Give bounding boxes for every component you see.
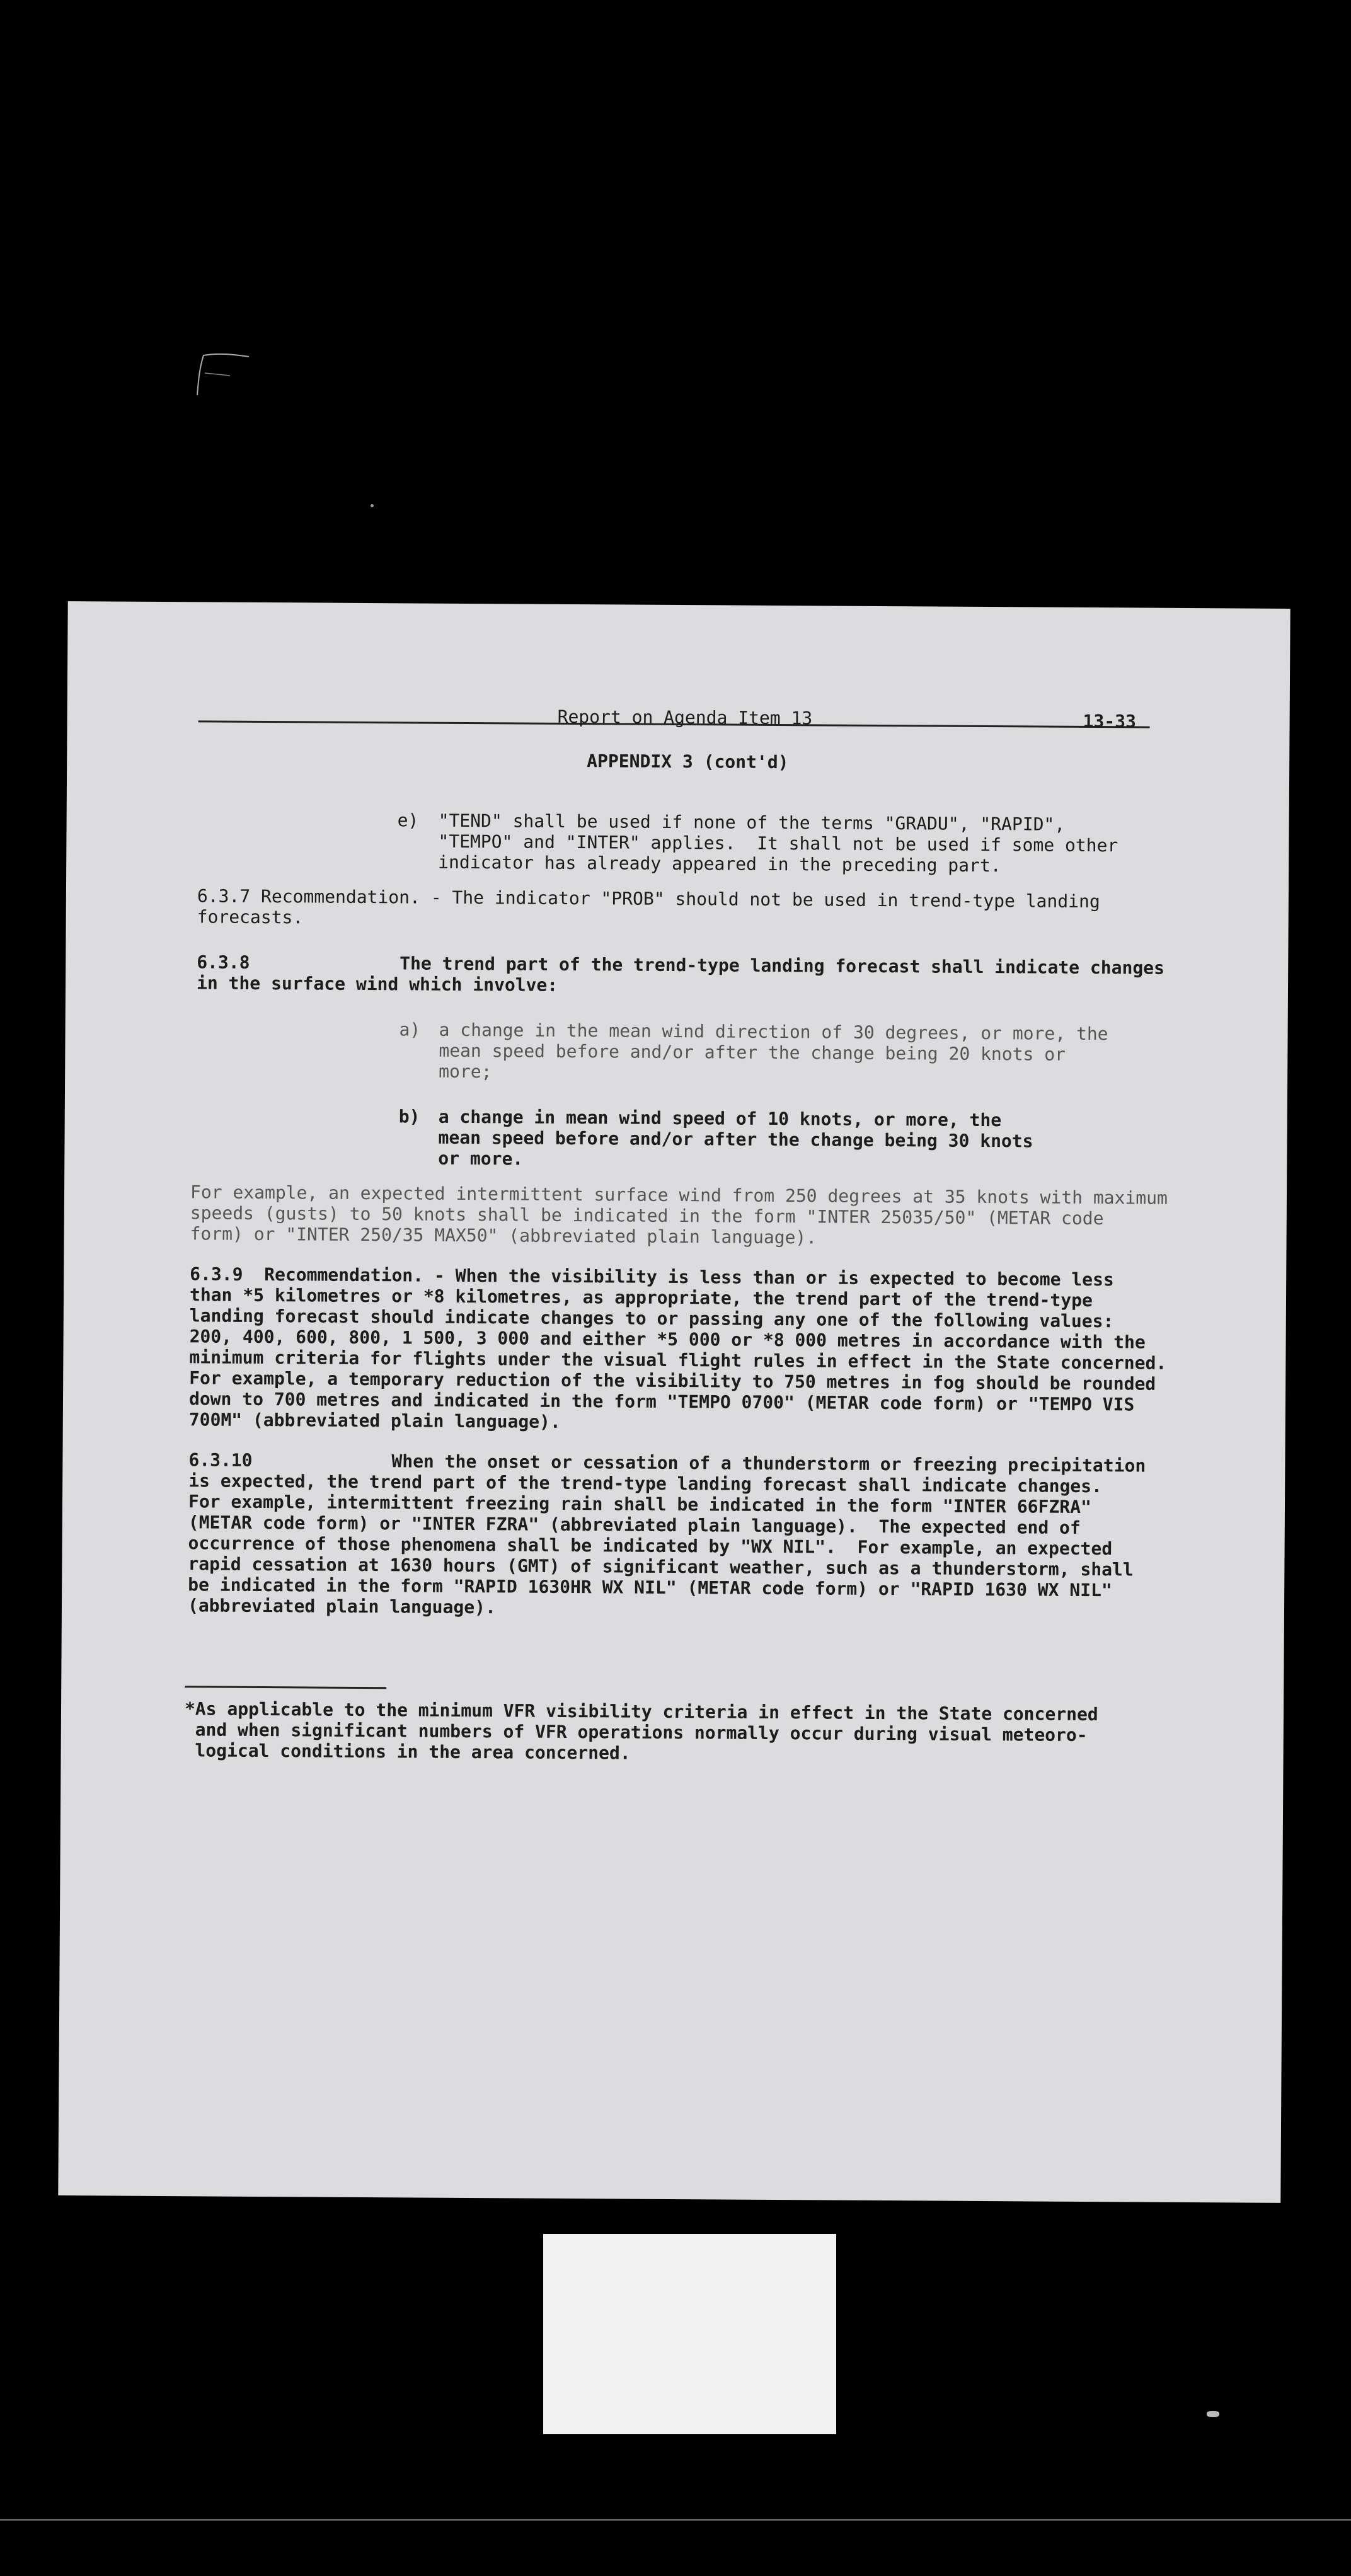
footnote-line: logical conditions in the area concerned. — [184, 1740, 631, 1764]
paragraph-6-3-8-line: in the surface wind which involve: — [196, 972, 558, 996]
item-b-line: or more. — [438, 1147, 524, 1170]
film-speck — [1207, 2411, 1219, 2417]
paragraph-6-3-10-line: rapid cessation at 1630 hours (GMT) of significant weather, such as a thunderstorm, shall — [188, 1553, 1134, 1580]
item-b-line: a change in mean wind speed of 10 knots, or more, the — [438, 1106, 1002, 1131]
paragraph-6-3-7-line: forecasts. — [197, 906, 304, 928]
example-wind-line: form) or "INTER 250/35 MAX50" (abbreviated plain language). — [190, 1223, 817, 1248]
paragraph-6-3-9-line: down to 700 metres and indicated in the form "TEMPO 0700" (METAR code form) or "TEMPO VIS — [188, 1388, 1135, 1415]
paragraph-6-3-10-line: For example, intermittent freezing rain shall be indicated in the form "INTER 66FZRA" — [188, 1491, 1091, 1518]
example-wind-line: speeds (gusts) to 50 knots shall be indicated in the form "INTER 25035/50" (METAR code — [190, 1202, 1104, 1229]
paragraph-6-3-9-line: than *5 kilometres or *8 kilometres, as appropriate, the trend part of the trend-type — [189, 1284, 1093, 1311]
paragraph-6-3-10-line: (abbreviated plain language). — [187, 1595, 496, 1618]
running-title: Report on Agenda Item 13 — [557, 706, 813, 729]
paragraph-6-3-9-line: landing forecast should indicate changes to or passing any one of the following values: — [189, 1305, 1114, 1332]
item-b-marker: b) — [398, 1106, 420, 1127]
appendix-title: APPENDIX 3 (cont'd) — [587, 750, 789, 773]
paragraph-6-3-10-number: 6.3.10 — [188, 1449, 253, 1471]
item-e-line: indicator has already appeared in the preceding part. — [438, 851, 1001, 877]
paragraph-6-3-10-line: When the onset or cessation of a thunderstorm or freezing precipitation — [391, 1451, 1146, 1476]
item-a-marker: a) — [399, 1019, 421, 1040]
paragraph-6-3-10-line: is expected, the trend part of the trend-type landing forecast shall indicate changes. — [188, 1470, 1103, 1497]
film-speck — [371, 504, 374, 507]
document-page — [58, 601, 1290, 2203]
paragraph-6-3-7-line: 6.3.7 Recommendation. - The indicator "PROB" should not be used in trend-type landing — [197, 885, 1100, 912]
paragraph-6-3-10-line: be indicated in the form "RAPID 1630HR WX NIL" (METAR code form) or "RAPID 1630 WX NIL" — [188, 1574, 1112, 1601]
paragraph-6-3-8-line: The trend part of the trend-type landing forecast shall indicate changes — [400, 953, 1165, 979]
item-e-line: "TEMPO" and "INTER" applies. It shall not be used if some other — [438, 831, 1118, 856]
paragraph-6-3-10-line: (METAR code form) or "INTER FZRA" (abbreviated plain language). The expected end of — [188, 1512, 1081, 1538]
item-a-line: more; — [439, 1061, 492, 1083]
paragraph-6-3-10-line: occurrence of those phenomena shall be indicated by "WX NIL". For example, an expected — [188, 1532, 1113, 1560]
example-wind-line: For example, an expected intermittent surface wind from 250 degrees at 35 knots with maximum — [190, 1182, 1168, 1209]
paragraph-6-3-9-line: For example, a temporary reduction of the visibility to 750 metres in fog should be rounded — [189, 1367, 1156, 1394]
item-b-line: mean speed before and/or after the change being 30 knots — [438, 1127, 1033, 1152]
target-card — [543, 2234, 836, 2434]
item-e-marker: e) — [397, 810, 419, 831]
paragraph-6-3-9-line: 700M" (abbreviated plain language). — [188, 1409, 561, 1432]
footnote-line: *As applicable to the minimum VFR visibility criteria in effect in the State concerned — [184, 1698, 1098, 1725]
film-scratch-mark — [192, 348, 255, 398]
paragraph-6-3-8-number: 6.3.8 — [197, 952, 250, 973]
item-a-line: a change in the mean wind direction of 30 degrees, or more, the — [439, 1019, 1108, 1045]
paragraph-6-3-9-line: 200, 400, 600, 800, 1 500, 3 000 and either *5 000 or *8 000 metres in accordance with the — [189, 1326, 1146, 1353]
item-e-line: "TEND" shall be used if none of the terms "GRADU", "RAPID", — [438, 810, 1066, 835]
film-edge-line — [0, 2519, 1351, 2521]
page-number: 13-33 — [1083, 710, 1137, 732]
paragraph-6-3-9-line: 6.3.9 Recommendation. - When the visibility is less than or is expected to become less — [190, 1263, 1114, 1291]
item-a-line: mean speed before and/or after the change being 20 knots or — [439, 1040, 1066, 1065]
footnote-line: and when significant numbers of VFR operations normally occur during visual meteoro- — [184, 1719, 1088, 1746]
footnote-rule — [185, 1686, 386, 1689]
paragraph-6-3-9-line: minimum criteria for flights under the visual flight rules in effect in the State concerned. — [189, 1347, 1167, 1374]
